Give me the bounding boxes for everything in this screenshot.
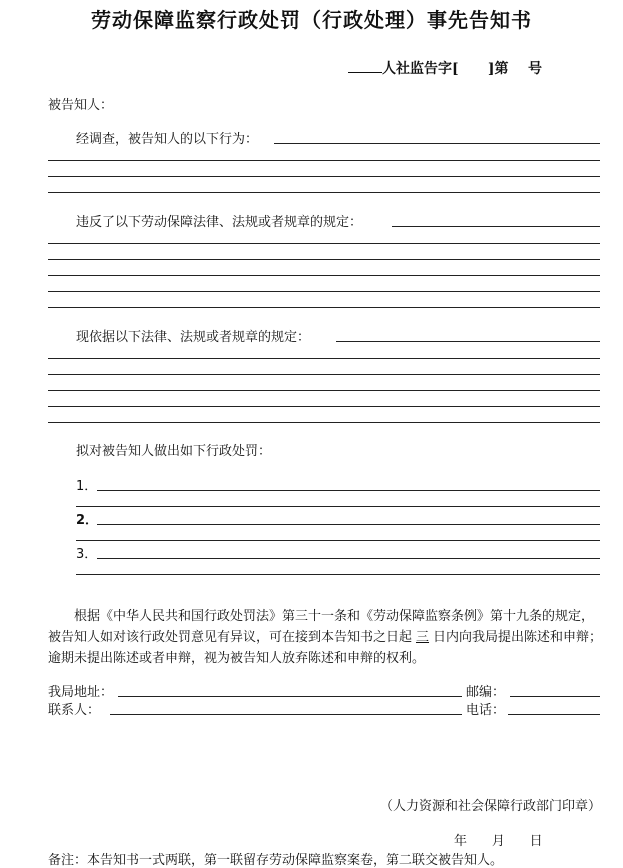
doc-number-prefix: 人社监告字[ <box>382 61 459 77</box>
behavior-label: 经调查，被告知人的以下行为： <box>76 132 259 147</box>
seal-text: （人力资源和社会保障行政部门印章） <box>379 799 601 814</box>
violation-line[interactable] <box>48 259 600 260</box>
violation-line[interactable] <box>48 275 600 276</box>
contact-person-label: 联系人： <box>48 703 101 718</box>
penalty-item-number: 2． <box>76 513 99 528</box>
basis-line[interactable] <box>48 374 600 375</box>
notice-paragraph <box>48 606 604 669</box>
penalty-item-line[interactable] <box>97 558 600 559</box>
respondent-label: 被告知人： <box>48 98 114 113</box>
doc-number-middle: ]第 <box>487 61 509 77</box>
address-field[interactable] <box>118 696 462 697</box>
postcode-field[interactable] <box>510 696 600 697</box>
date-line <box>454 830 543 849</box>
date-day: 日 <box>529 834 543 849</box>
date-year: 年 <box>454 834 468 849</box>
basis-line[interactable] <box>48 422 600 423</box>
penalty-label: 拟对被告知人做出如下行政处罚： <box>76 444 272 459</box>
basis-line[interactable] <box>48 358 600 359</box>
document-title: 劳动保障监察行政处罚（行政处理）事先告知书 <box>91 8 532 32</box>
basis-line-first[interactable] <box>336 341 600 342</box>
penalty-item-line[interactable] <box>76 506 600 507</box>
notice-part1: 根据《中华人民共和国行政处罚法》第三十一条和《劳动保障监察条例》第十九条的规定，被告知人如对该行政处罚意见有异议，可在接到本告知书之日起 <box>48 609 595 645</box>
penalty-item-line[interactable] <box>76 574 600 575</box>
doc-number-blank[interactable] <box>348 60 382 73</box>
violation-line-first[interactable] <box>392 226 600 227</box>
penalty-item-number: 1． <box>76 479 98 494</box>
basis-label: 现依据以下法律、法规或者规章的规定： <box>76 330 311 345</box>
notice-part2: 日内向我局提出陈述和申辩；逾期未提出陈述或者申辩，视为被告知人放弃陈述和申辩的权利。 <box>48 630 603 666</box>
violation-line[interactable] <box>48 291 600 292</box>
violation-label: 违反了以下劳动保障法律、法规或者规章的规定： <box>76 215 363 230</box>
basis-line[interactable] <box>48 406 600 407</box>
basis-line[interactable] <box>48 390 600 391</box>
document-number <box>348 58 542 78</box>
violation-line[interactable] <box>48 307 600 308</box>
penalty-item-number: 3． <box>76 547 98 562</box>
footnote: 备注：本告知书一式两联，第一联留存劳动保障监察案卷，第二联交被告知人。 <box>48 853 504 868</box>
date-month: 月 <box>491 834 505 849</box>
contact-person-field[interactable] <box>110 714 462 715</box>
phone-label: 电话： <box>466 703 506 718</box>
doc-number-suffix: 号 <box>528 61 542 77</box>
violation-line[interactable] <box>48 243 600 244</box>
behavior-line[interactable] <box>48 160 600 161</box>
penalty-item-line[interactable] <box>76 540 600 541</box>
penalty-item-line[interactable] <box>97 524 600 525</box>
behavior-line[interactable] <box>48 176 600 177</box>
notice-days: 三 <box>416 630 430 645</box>
phone-field[interactable] <box>508 714 600 715</box>
penalty-item-line[interactable] <box>97 490 600 491</box>
behavior-line[interactable] <box>48 192 600 193</box>
behavior-line-first[interactable] <box>274 143 600 144</box>
address-label: 我局地址： <box>48 685 114 700</box>
postcode-label: 邮编： <box>466 685 506 700</box>
